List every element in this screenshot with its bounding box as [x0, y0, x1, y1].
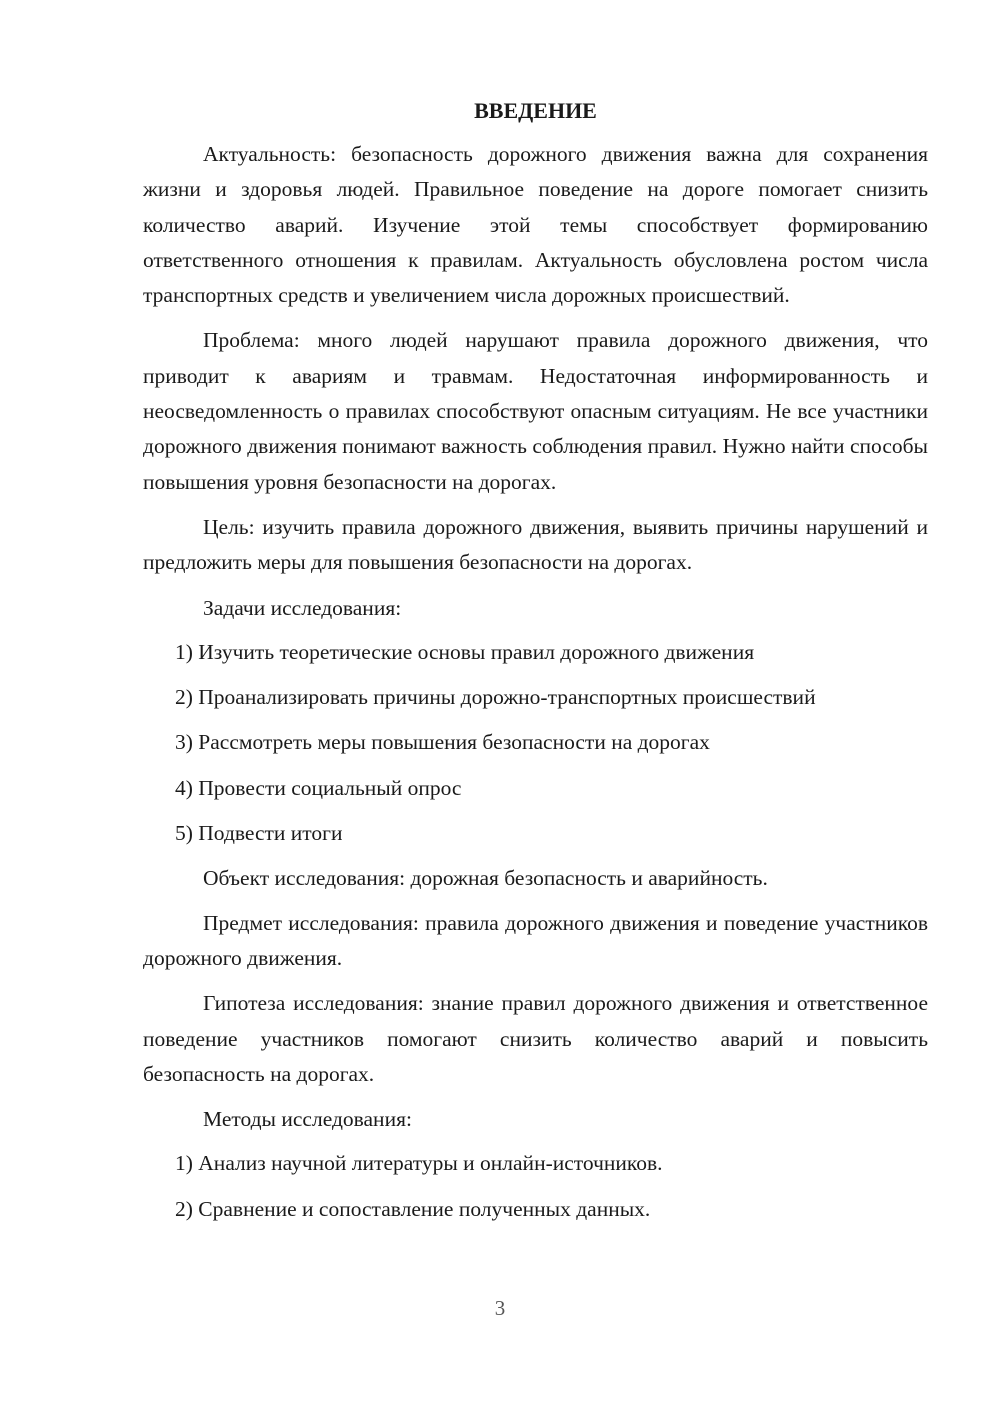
list-item: 2) Проанализировать причины дорожно-транспортных происшествий: [175, 685, 816, 710]
page-number: 3: [494, 1296, 506, 1320]
problem-paragraph: Проблема: много людей нарушают правила дорожного движения, что приводит к авариям и травмам. Недостаточная информированность и неосведомленность о правилах способствуют опасным ситуациям. Не все участники дорожного движения понимают важность соблюдения правил. Нужно найти способы повышения уровня безопасности на дорогах.: [143, 328, 928, 494]
list-item: 2) Сравнение и сопоставление полученных данных.: [175, 1196, 651, 1221]
object-paragraph: Объект исследования: дорожная безопасность и аварийность.: [203, 866, 768, 891]
methods-list: [143, 1146, 928, 1227]
list-item: 5) Подвести итоги: [175, 821, 343, 846]
tasks-list: [143, 635, 928, 851]
list-item: 1) Анализ научной литературы и онлайн-источников.: [175, 1151, 663, 1176]
relevance-paragraph: Актуальность: безопасность дорожного движения важна для сохранения жизни и здоровья людей. Правильное поведение на дороге помогает снизить количество аварий. Изучение этой темы способствует формированию ответственного отношения к правилам. Актуальность обусловлена ростом числа транспортных средств и увеличением числа дорожных происшествий.: [143, 142, 928, 308]
page-title: ВВЕДЕНИЕ: [474, 98, 597, 123]
list-item: 1) Изучить теоретические основы правил дорожного движения: [175, 639, 755, 664]
tasks-label: Задачи исследования:: [203, 595, 402, 620]
methods-label: Методы исследования:: [203, 1107, 412, 1132]
list-item: 4) Провести социальный опрос: [175, 775, 462, 800]
hypothesis-paragraph: Гипотеза исследования: знание правил дорожного движения и ответственное поведение участников помогают снизить количество аварий и повысить безопасность на дорогах.: [143, 991, 928, 1086]
goal-paragraph: Цель: изучить правила дорожного движения, выявить причины нарушений и предложить меры для повышения безопасности на дорогах.: [143, 514, 928, 575]
document-page: [143, 96, 928, 1237]
list-item: 3) Рассмотреть меры повышения безопасности на дорогах: [175, 730, 710, 755]
subject-paragraph: Предмет исследования: правила дорожного движения и поведение участников дорожного движения.: [143, 910, 928, 970]
